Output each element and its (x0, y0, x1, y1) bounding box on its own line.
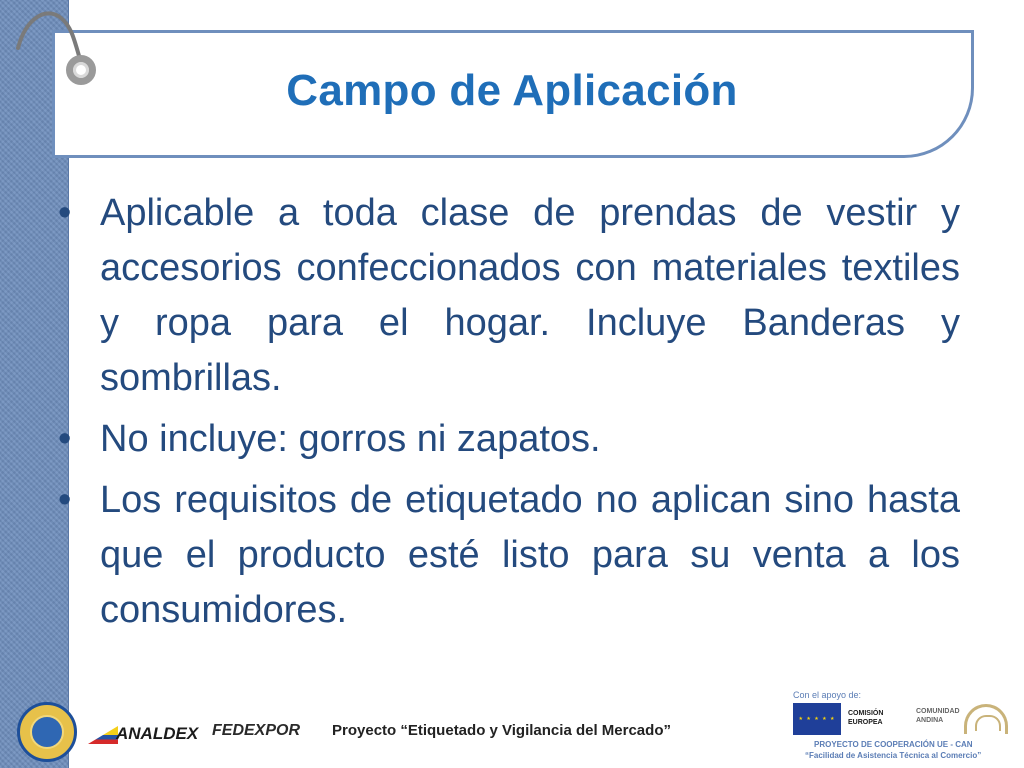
eu-label-line1: COMISIÓN (848, 710, 884, 717)
can-label-line2: ANDINA (916, 717, 944, 724)
can-arch-logo-icon (964, 704, 1008, 734)
eu-label (848, 709, 908, 727)
analdex-flag-icon (88, 726, 118, 744)
can-label (916, 707, 966, 725)
eu-stars-icon: ★ ★ ★ ★ ★ (798, 716, 836, 722)
bullet-dot-icon: • (58, 192, 72, 234)
bullet-text: Aplicable a toda clase de prendas de vestir y accesorios confeccionados con materiales textiles y ropa para el hogar. Incluye Banderas y sombrillas. (100, 192, 960, 399)
analdex-name: ANALDEX (116, 724, 199, 743)
bullet-dot-icon: • (58, 418, 72, 460)
bullet-item (58, 186, 960, 406)
cooperation-line-1: PROYECTO DE COOPERACIÓN UE - CAN (814, 740, 973, 749)
can-label-line1: COMUNIDAD (916, 708, 960, 715)
bullet-text: No incluye: gorros ni zapatos. (100, 418, 601, 460)
project-footer-text: Proyecto “Etiquetado y Vigilancia del Mercado” (332, 722, 671, 739)
slide-title: Campo de Aplicación (286, 66, 738, 115)
bullet-list (58, 186, 960, 644)
support-label: Con el apoyo de: (793, 690, 862, 700)
bullet-text: Los requisitos de etiquetado no aplican sino hasta que el producto esté listo para su venta a los consumidores. (100, 479, 960, 631)
analdex-logo (88, 722, 200, 750)
fedexpor-logo: FEDEXPOR (212, 722, 301, 739)
camara-comercio-seal-logo (17, 702, 77, 762)
seal-center-icon (30, 715, 64, 749)
eu-label-line2: EUROPEA (848, 719, 883, 726)
bullet-item (58, 473, 960, 638)
eu-flag-icon (793, 703, 841, 735)
bullet-dot-icon: • (58, 479, 72, 521)
cooperation-line-2: “Facilidad de Asistencia Técnica al Comercio” (805, 751, 982, 760)
bullet-item (58, 412, 960, 467)
